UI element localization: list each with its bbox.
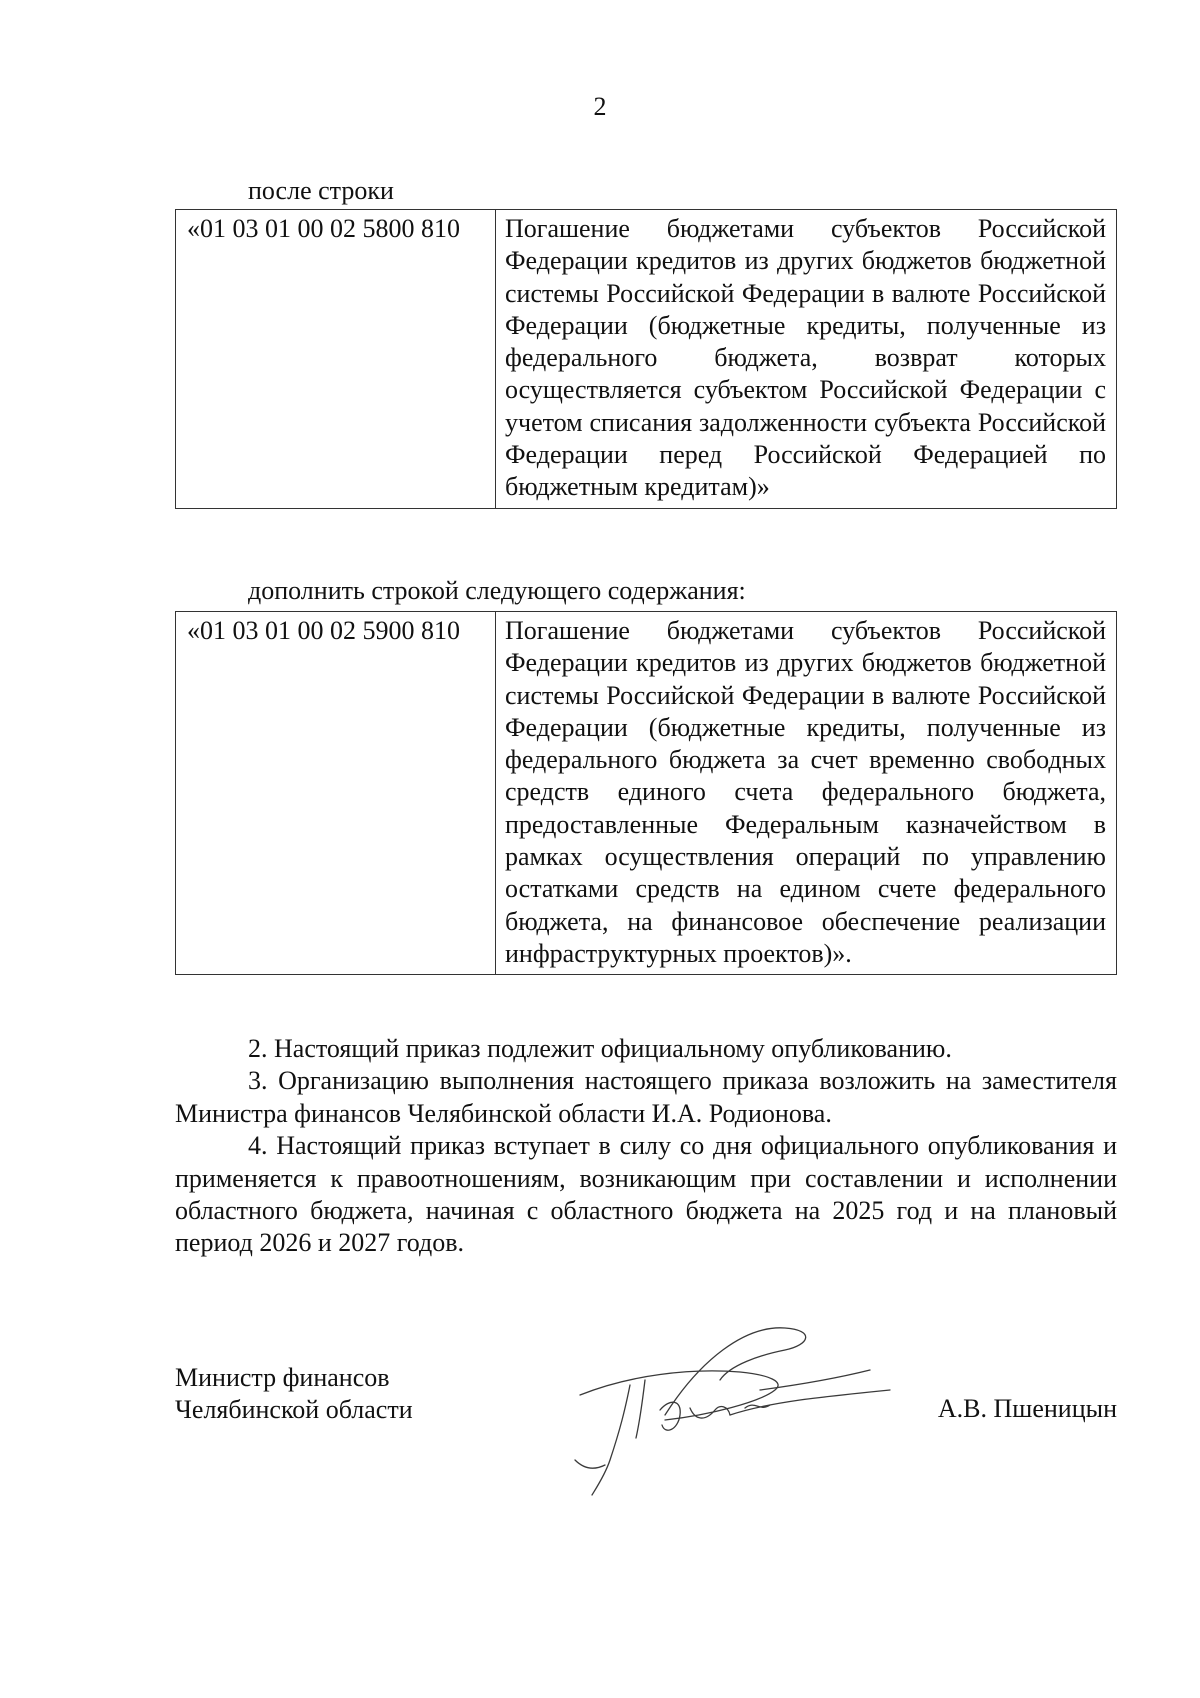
intro-after-row: после строки xyxy=(248,176,394,205)
signatory-name: А.В. Пшеницын xyxy=(937,1394,1117,1423)
table-new-row xyxy=(175,611,1117,975)
clause-4: 4. Настоящий приказ вступает в силу со дня официального опубликования и применяется к правоотношениям, возникающим при составлении и исполнении областного бюджета, начиная с областного бюджета на 2025 год и на плановый период 2026 и 2027 годов. xyxy=(175,1131,1117,1258)
signatory-title-line2: Челябинской области xyxy=(175,1395,413,1424)
clause-3: 3. Организацию выполнения настоящего приказа возложить на заместителя Министра финансов Челябинской области И.А. Родионова. xyxy=(175,1066,1117,1128)
page-number: 2 xyxy=(593,92,607,121)
signatory-title-line1: Министр финансов xyxy=(175,1363,390,1392)
table-row xyxy=(176,210,1117,509)
handwritten-signature xyxy=(570,1320,900,1500)
code-cell: «01 03 01 00 02 5900 810 xyxy=(176,612,496,975)
description-cell: Погашение бюджетами субъектов Российской Федерации кредитов из других бюджетов бюджетной системы Российской Федерации в валюте Российской Федерации (бюджетные кредиты, полученные из федерального бюджета, возврат которых осуществляется субъектом Российской Федерации с учетом списания задолженности субъекта Российской Федерации перед Российской Федерацией по бюджетным кредитам)» xyxy=(496,210,1117,509)
clause-2: 2. Настоящий приказ подлежит официальному опубликованию. xyxy=(248,1034,952,1063)
code-cell: «01 03 01 00 02 5800 810 xyxy=(176,210,496,509)
intro-add-row: дополнить строкой следующего содержания: xyxy=(248,576,746,605)
order-clauses xyxy=(175,1033,1117,1260)
description-cell: Погашение бюджетами субъектов Российской Федерации кредитов из других бюджетов бюджетной системы Российской Федерации в валюте Российской Федерации (бюджетные кредиты, полученные из федерального бюджета за счет временно свободных средств единого счета федерального бюджета, предоставленные Федеральным казначейством в рамках осуществления операций по управлению остатками средств на едином счете федерального бюджета, на финансовое обеспечение реализации инфраструктурных проектов)». xyxy=(496,612,1117,975)
table-existing-row xyxy=(175,209,1117,509)
signatory-title xyxy=(175,1362,413,1426)
table-row xyxy=(176,612,1117,975)
